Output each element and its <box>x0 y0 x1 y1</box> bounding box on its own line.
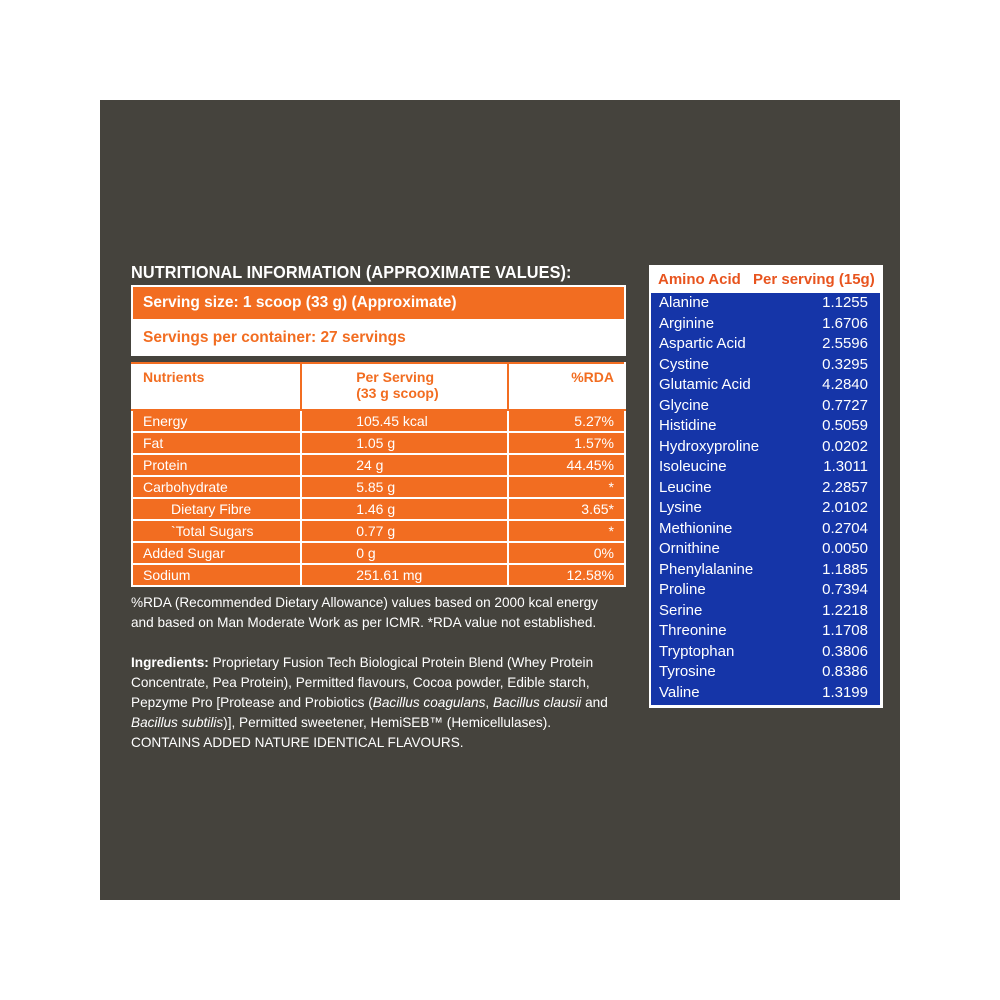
nutrient-name: `Total Sugars <box>132 520 301 542</box>
ingredients-italic-2: Bacillus clausii <box>492 695 582 710</box>
nutrient-value: 1.46 g <box>301 498 507 520</box>
amino-name: Cystine <box>659 355 710 373</box>
nutrition-table <box>131 362 626 587</box>
amino-row <box>651 560 880 581</box>
nutrition-row <box>132 498 625 520</box>
nutrition-title: NUTRITIONAL INFORMATION (APPROXIMATE VALUES): <box>131 262 572 282</box>
amino-value: 4.2840 <box>822 376 868 393</box>
amino-row <box>651 437 880 458</box>
amino-value: 0.7394 <box>822 581 868 598</box>
ingredients-italic-1: Bacillus coagulans <box>372 695 486 710</box>
rda-note-line1: %RDA (Recommended Dietary Allowance) values based on 2000 kcal energy <box>131 595 598 610</box>
amino-name: Serine <box>659 601 703 619</box>
amino-value: 1.3011 <box>823 458 868 475</box>
nutrient-rda: 0% <box>508 542 625 564</box>
nutrient-value: 0.77 g <box>301 520 507 542</box>
amino-value: 0.0050 <box>822 540 868 557</box>
amino-header <box>649 265 883 295</box>
amino-value: 0.3295 <box>822 355 868 373</box>
amino-name: Isoleucine <box>659 458 727 475</box>
nutrient-rda: * <box>508 520 625 542</box>
nutrition-row <box>132 432 625 454</box>
amino-row <box>651 355 880 376</box>
amino-row <box>651 580 880 601</box>
header-per-serving-line1: Per Serving <box>356 369 435 385</box>
nutrient-rda: 12.58% <box>508 564 625 586</box>
nutrition-row <box>132 520 625 542</box>
amino-name: Histidine <box>659 417 717 434</box>
nutrition-info <box>131 259 626 753</box>
nutrient-value: 105.45 kcal <box>301 410 507 432</box>
amino-value: 2.5596 <box>822 335 868 352</box>
amino-body <box>651 293 880 705</box>
amino-name: Aspartic Acid <box>659 335 746 352</box>
nutrient-rda: * <box>508 476 625 498</box>
ingredients-sep-1: , <box>485 695 493 710</box>
amino-value: 2.2857 <box>822 478 868 496</box>
amino-value: 1.6706 <box>822 314 868 332</box>
serving-size: Serving size: 1 scoop (33 g) (Approximate) <box>133 287 624 321</box>
serving-box <box>131 285 626 356</box>
amino-header-name: Amino Acid <box>658 271 741 288</box>
nutrient-name: Energy <box>132 410 301 432</box>
amino-value: 2.0102 <box>822 499 868 516</box>
amino-name: Tyrosine <box>659 663 716 680</box>
nutrition-table-header <box>132 363 625 410</box>
header-per-serving <box>301 363 507 410</box>
amino-name: Valine <box>659 683 700 701</box>
nutrient-name: Protein <box>132 454 301 476</box>
ingredients-footer: CONTAINS ADDED NATURE IDENTICAL FLAVOURS. <box>131 735 464 750</box>
amino-name: Methionine <box>659 519 733 537</box>
nutrient-rda: 5.27% <box>508 410 625 432</box>
nutrition-row <box>132 476 625 498</box>
ingredients-text-2: )], Permitted sweetener, HemiSEB™ (Hemicellulases). <box>223 715 552 730</box>
amino-row <box>651 519 880 540</box>
nutrition-row <box>132 542 625 564</box>
ingredients-sep-2: and <box>581 695 608 710</box>
header-nutrients: Nutrients <box>132 363 301 410</box>
amino-row <box>651 478 880 499</box>
nutrient-value: 24 g <box>301 454 507 476</box>
amino-row <box>651 642 880 663</box>
ingredients-text-1: Proprietary Fusion Tech Biological Protein Blend (Whey Protein Concentrate, Pea Protein), Permitted flavours, Cocoa powder, Edible starch, Pepzyme Pro [Protease and Probiotics ( <box>131 655 594 710</box>
nutrient-value: 0 g <box>301 542 507 564</box>
amino-row <box>651 334 880 355</box>
amino-name: Proline <box>659 581 706 598</box>
amino-row <box>651 314 880 335</box>
rda-note <box>131 593 626 633</box>
nutrition-row <box>132 454 625 476</box>
nutrient-name: Fat <box>132 432 301 454</box>
amino-name: Lysine <box>659 499 702 516</box>
nutrient-rda: 1.57% <box>508 432 625 454</box>
nutrition-row <box>132 410 625 432</box>
amino-name: Hydroxyproline <box>659 437 760 455</box>
ingredients-italic-3: Bacillus subtilis <box>131 715 224 730</box>
nutrient-name: Carbohydrate <box>132 476 301 498</box>
amino-name: Arginine <box>659 314 715 332</box>
amino-acid-table <box>649 265 883 708</box>
nutrient-name: Dietary Fibre <box>132 498 301 520</box>
ingredients-label: Ingredients: <box>131 655 209 670</box>
amino-name: Glycine <box>659 396 710 414</box>
amino-value: 1.1885 <box>822 560 868 578</box>
amino-name: Ornithine <box>659 540 720 557</box>
amino-value: 0.3806 <box>822 642 868 660</box>
amino-header-value: Per serving (15g) <box>753 271 875 288</box>
nutrition-row <box>132 564 625 586</box>
amino-name: Glutamic Acid <box>659 376 751 393</box>
nutrient-value: 5.85 g <box>301 476 507 498</box>
amino-value: 1.1708 <box>822 622 868 639</box>
amino-row <box>651 662 880 683</box>
amino-value: 0.8386 <box>822 663 868 680</box>
servings-per-container: Servings per container: 27 servings <box>133 321 624 354</box>
amino-row <box>651 539 880 560</box>
amino-name: Alanine <box>659 294 710 311</box>
amino-name: Threonine <box>659 622 727 639</box>
header-rda: %RDA <box>508 363 625 410</box>
amino-row <box>651 601 880 622</box>
amino-value: 0.2704 <box>822 519 868 537</box>
amino-row <box>651 293 880 314</box>
rda-note-line2: and based on Man Moderate Work as per ICMR. *RDA value not established. <box>131 615 597 630</box>
amino-row <box>651 416 880 437</box>
amino-row <box>651 498 880 519</box>
nutrient-value: 251.61 mg <box>301 564 507 586</box>
amino-row <box>651 457 880 478</box>
amino-value: 0.5059 <box>822 417 868 434</box>
amino-row <box>651 621 880 642</box>
amino-value: 1.3199 <box>822 683 868 701</box>
nutrient-name: Added Sugar <box>132 542 301 564</box>
amino-name: Tryptophan <box>659 642 735 660</box>
nutrient-value: 1.05 g <box>301 432 507 454</box>
nutrient-rda: 3.65* <box>508 498 625 520</box>
amino-value: 1.2218 <box>822 601 868 619</box>
header-per-serving-line2: (33 g scoop) <box>356 385 439 401</box>
amino-row <box>651 375 880 396</box>
nutrient-name: Sodium <box>132 564 301 586</box>
amino-name: Phenylalanine <box>659 560 754 578</box>
ingredients <box>131 653 626 753</box>
amino-value: 1.1255 <box>822 294 868 311</box>
amino-value: 0.0202 <box>822 437 868 455</box>
amino-row <box>651 683 880 704</box>
amino-row <box>651 396 880 417</box>
amino-value: 0.7727 <box>822 396 868 414</box>
amino-name: Leucine <box>659 478 712 496</box>
nutrient-rda: 44.45% <box>508 454 625 476</box>
